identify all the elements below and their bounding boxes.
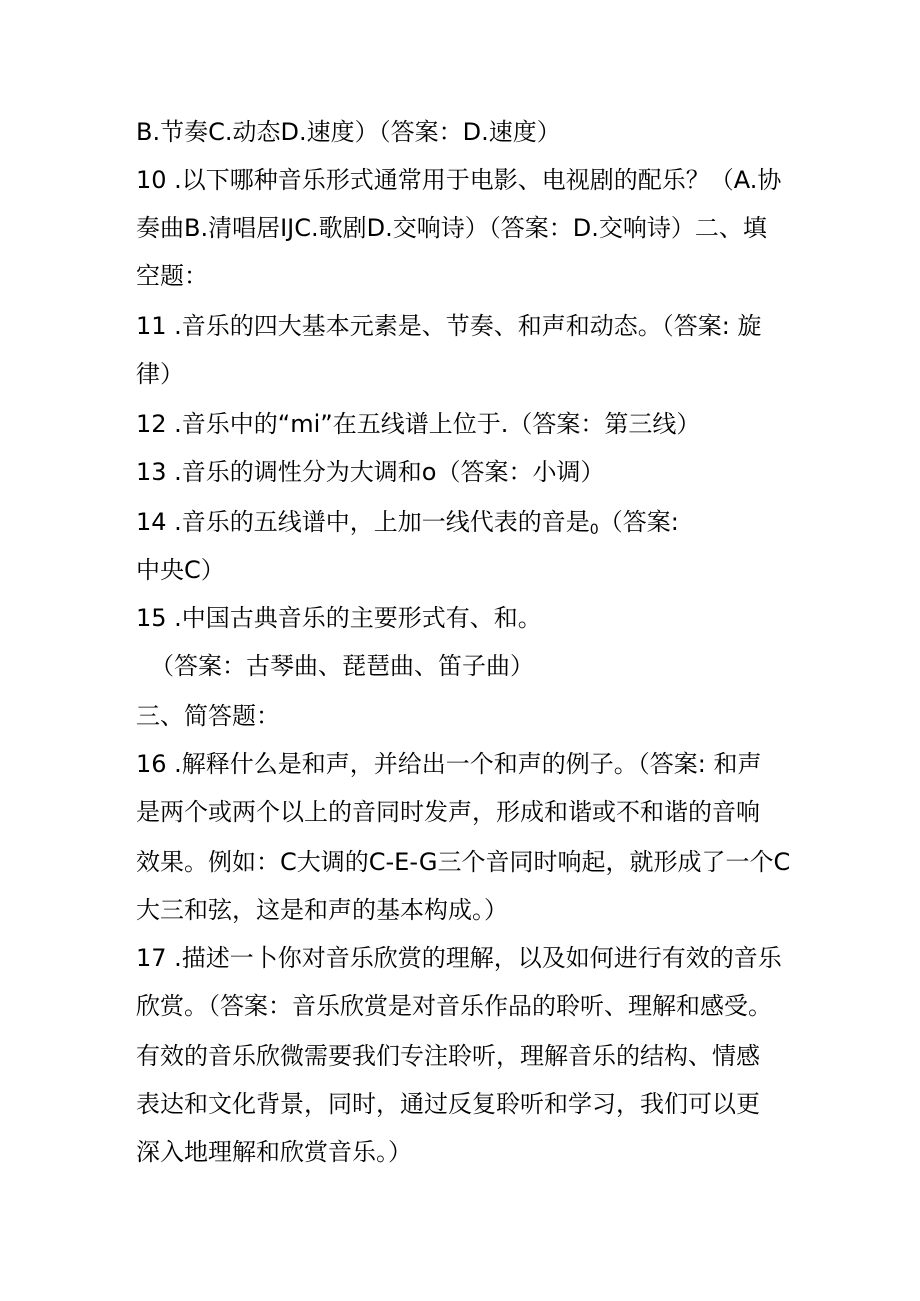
text-line: 奏曲B.清唱居IJC.歌剧D.交响诗）（答案：D.交响诗）二、填 bbox=[136, 214, 767, 242]
question-14-text: 14 .音乐的五线谱中，上加一线代表的音是 bbox=[136, 508, 590, 536]
text-line: 效果。例如：C大调的C-E-G三个音同时响起，就形成了一个C bbox=[136, 848, 791, 876]
text-line: 大三和弦，这是和声的基本构成。） bbox=[136, 896, 508, 924]
question-13: 13 .音乐的调性分为大调和o（答案：小调） bbox=[136, 458, 605, 486]
question-11: 11 .音乐的四大基本元素是、节奏、和声和动态。（答案: 旋 bbox=[136, 312, 762, 340]
text-line: 深入地理解和欣赏音乐。） bbox=[136, 1138, 412, 1166]
text-line: 中央C） bbox=[136, 556, 225, 584]
question-16: 16 .解释什么是和声，并给出一个和声的例子。（答案: 和声 bbox=[136, 750, 762, 778]
text-line: 是两个或两个以上的音同时发声，形成和谐或不和谐的音响 bbox=[136, 798, 760, 826]
text-line: （答案：古琴曲、琵琶曲、笛子曲） bbox=[150, 652, 534, 680]
text-line: 欣赏。（答案：音乐欣赏是对音乐作品的聆听、理解和感受。 bbox=[136, 992, 772, 1020]
text-line: 有效的音乐欣微需要我们专注聆听，理解音乐的结构、情感 bbox=[136, 1042, 760, 1070]
question-10: 10 .以下哪种音乐形式通常用于电影、电视剧的配乐？（A.协 bbox=[136, 166, 782, 194]
text-line: 表达和文化背景，同时，通过反复聆听和学习，我们可以更 bbox=[136, 1090, 760, 1118]
question-17: 17 .描述一卜你对音乐欣赏的理解，以及如何进行有效的音乐 bbox=[136, 944, 782, 972]
section-heading-fill-in: 空题： bbox=[136, 262, 208, 290]
text-line: B.节奏C.动态D.速度）（答案：D.速度） bbox=[136, 118, 561, 146]
question-15: 15 .中国古典音乐的主要形式有、和。 bbox=[136, 604, 542, 632]
question-14 bbox=[136, 506, 796, 546]
question-14-answer-prefix: （答案: bbox=[598, 508, 679, 536]
section-heading-short-answer: 三、简答题： bbox=[136, 702, 280, 730]
question-12: 12 .音乐中的“mi”在五线谱上位于.（答案：第三线） bbox=[136, 410, 701, 438]
text-line: 律） bbox=[136, 360, 184, 388]
question-14-subscript: 0 bbox=[589, 522, 599, 538]
